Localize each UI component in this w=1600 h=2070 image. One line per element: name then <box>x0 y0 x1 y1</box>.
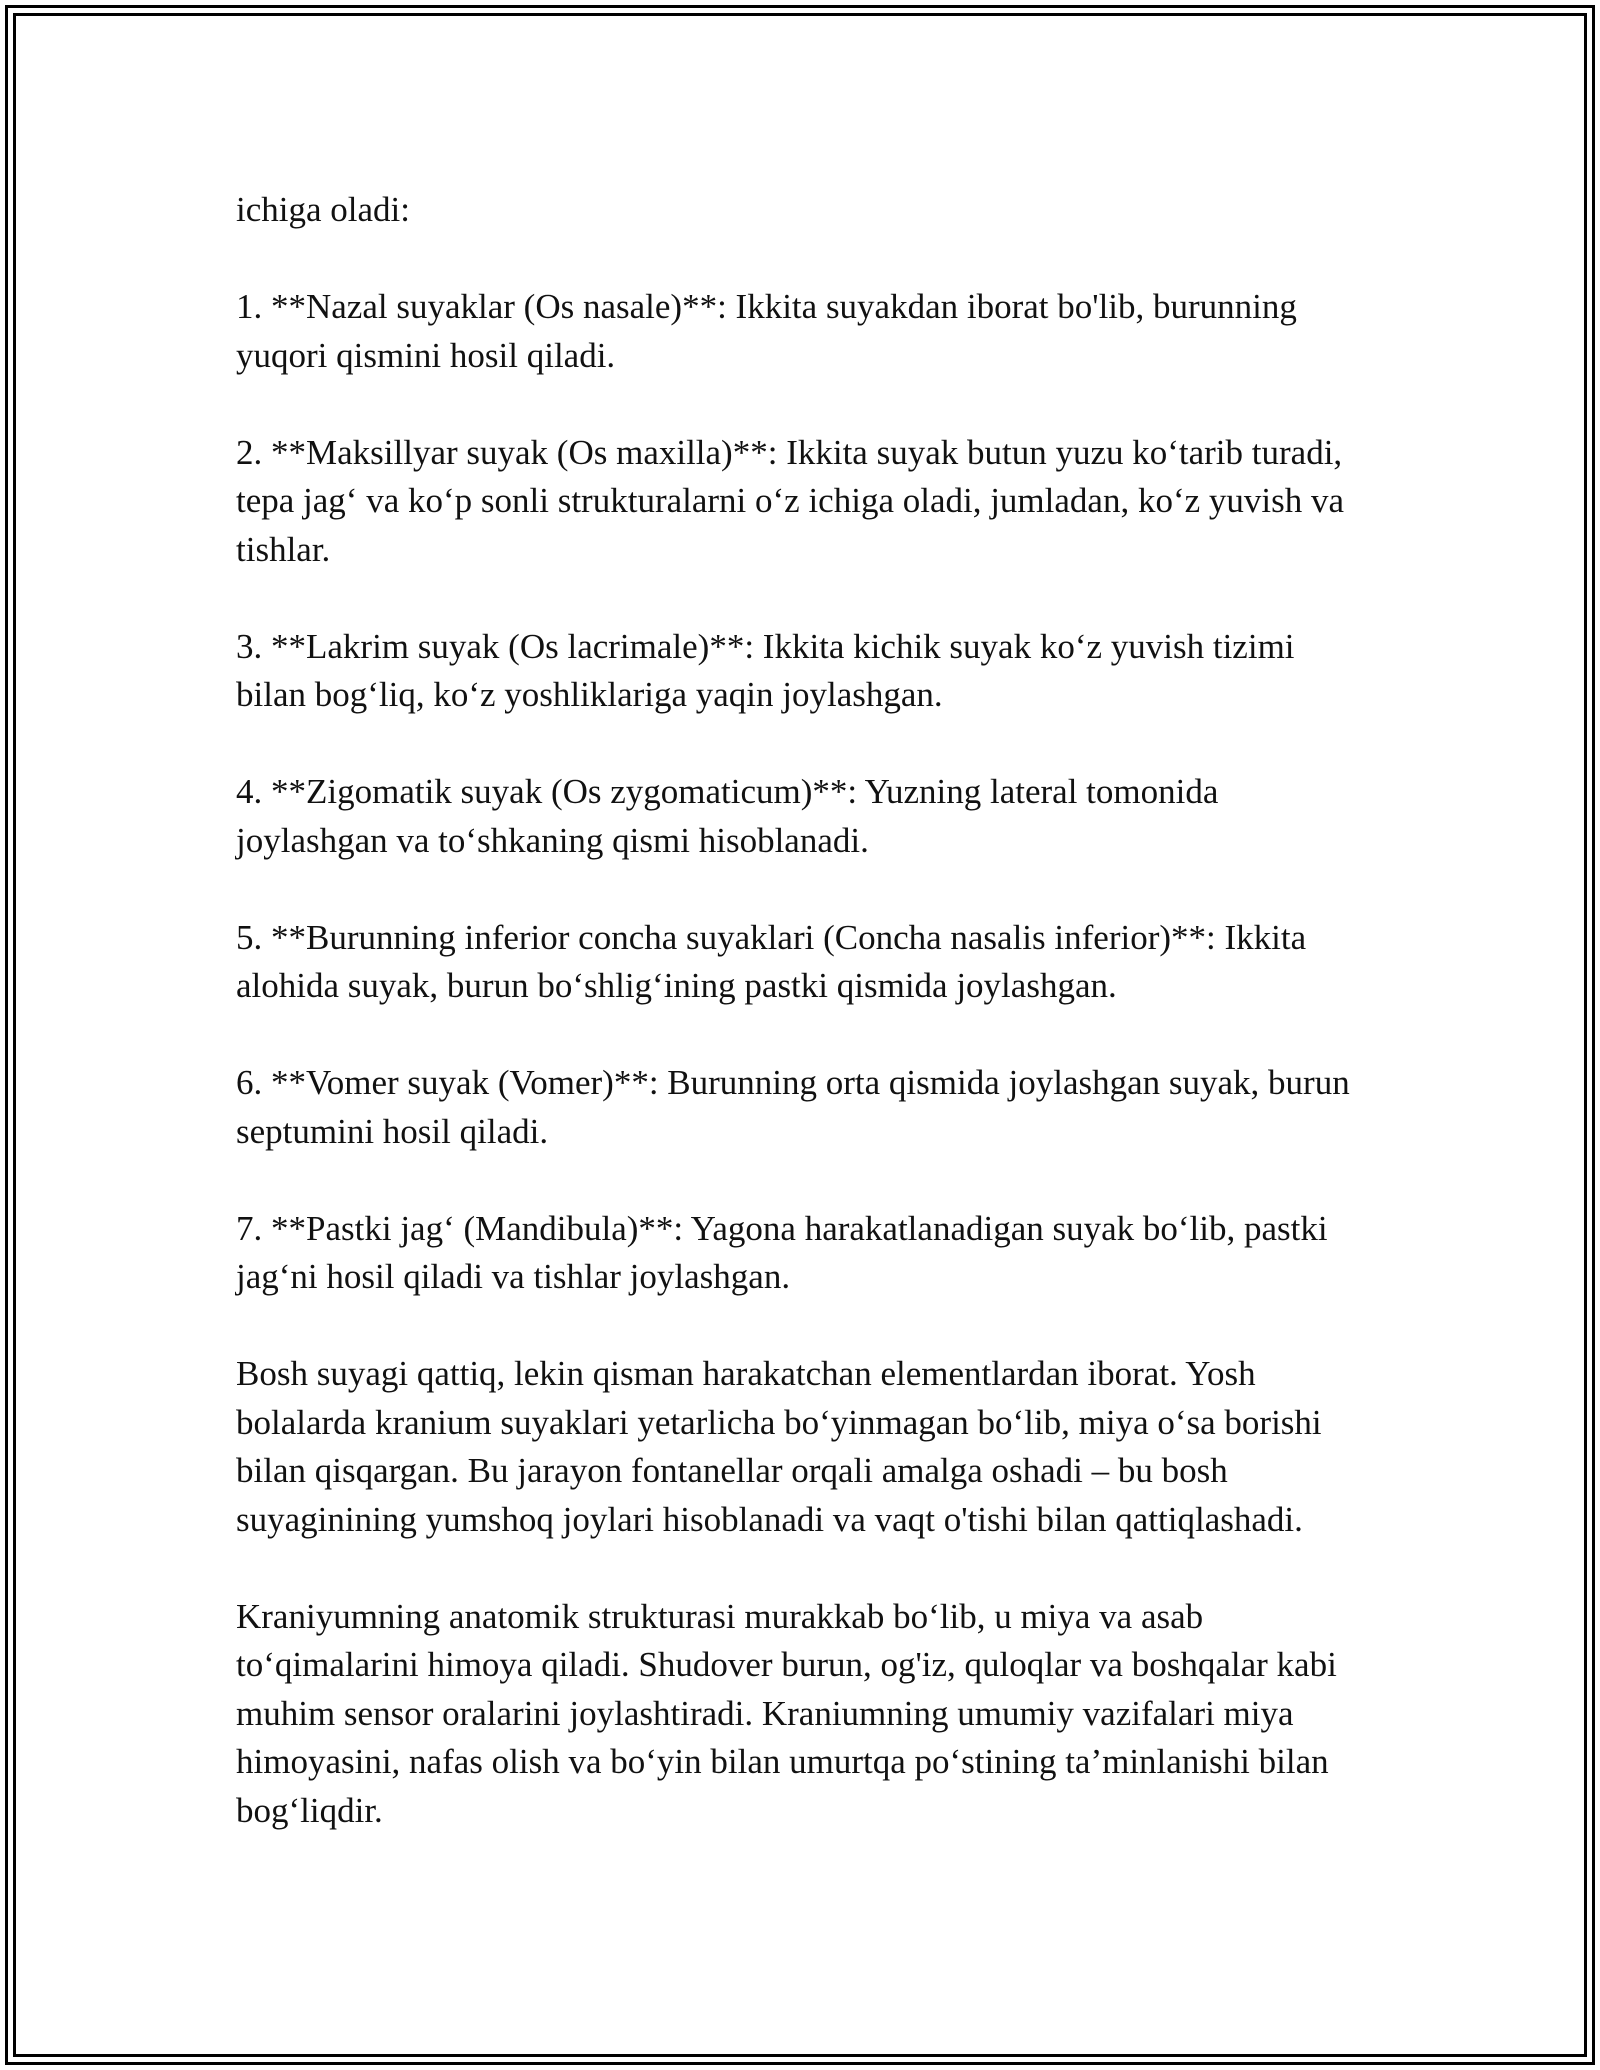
paragraph-skull-flexibility: Bosh suyagi qattiq, lekin qisman harakatchan elementlardan iborat. Yosh bolalarda kranium suyaklari yetarlicha bo‘yinmagan bo‘lib, miya o‘sa borishi bilan qisqargan. Bu jarayon fontanellar orqali amalga oshadi – bu bosh suyaginining yumshoq joylari hisoblanadi va vaqt o'tishi bilan qattiqlashadi. <box>236 1354 1322 1539</box>
list-item-maxilla: 2. **Maksillyar suyak (Os maxilla)**: Ikkita suyak butun yuzu ko‘tarib turadi, tepa jag‘ va ko‘p sonli strukturalarni o‘z ichiga oladi, jumladan, ko‘z yuvish va tishlar. <box>236 432 1345 569</box>
intro-text: ichiga oladi: <box>236 190 410 229</box>
list-item-inferior-concha: 5. **Burunning inferior concha suyaklari (Concha nasalis inferior)**: Ikkita alohida suyak, burun bo‘shlig‘ining pastki qismida joylashgan. <box>236 917 1307 1005</box>
list-item-vomer: 6. **Vomer suyak (Vomer)**: Burunning orta qismida joylashgan suyak, burun septumini hosil qiladi. <box>236 1063 1350 1151</box>
document-body <box>236 186 1366 1835</box>
list-item-nasal-bones: 1. **Nazal suyaklar (Os nasale)**: Ikkita suyakdan iborat bo'lib, burunning yuqori qismini hosil qiladi. <box>236 287 1297 375</box>
list-item-mandible: 7. **Pastki jag‘ (Mandibula)**: Yagona harakatlanadigan suyak bo‘lib, pastki jag‘ni hosil qiladi va tishlar joylashgan. <box>236 1208 1328 1296</box>
list-item-zygomatic: 4. **Zigomatik suyak (Os zygomaticum)**: Yuzning lateral tomonida joylashgan va to‘shkaning qismi hisoblanadi. <box>236 772 1219 860</box>
paragraph-cranium-structure: Kraniyumning anatomik strukturasi murakkab bo‘lib, u miya va asab to‘qimalarini himoya qiladi. Shudover burun, og'iz, quloqlar va boshqalar kabi muhim sensor oralarini joylashtiradi. Kraniumning umumiy vazifalari miya himoyasini, nafas olish va bo‘yin bilan umurtqa po‘stining ta’minlanishi bilan bog‘liqdir. <box>236 1596 1337 1830</box>
list-item-lacrimal: 3. **Lakrim suyak (Os lacrimale)**: Ikkita kichik suyak ko‘z yuvish tizimi bilan bog‘liq, ko‘z yoshliklariga yaqin joylashgan. <box>236 626 1295 714</box>
